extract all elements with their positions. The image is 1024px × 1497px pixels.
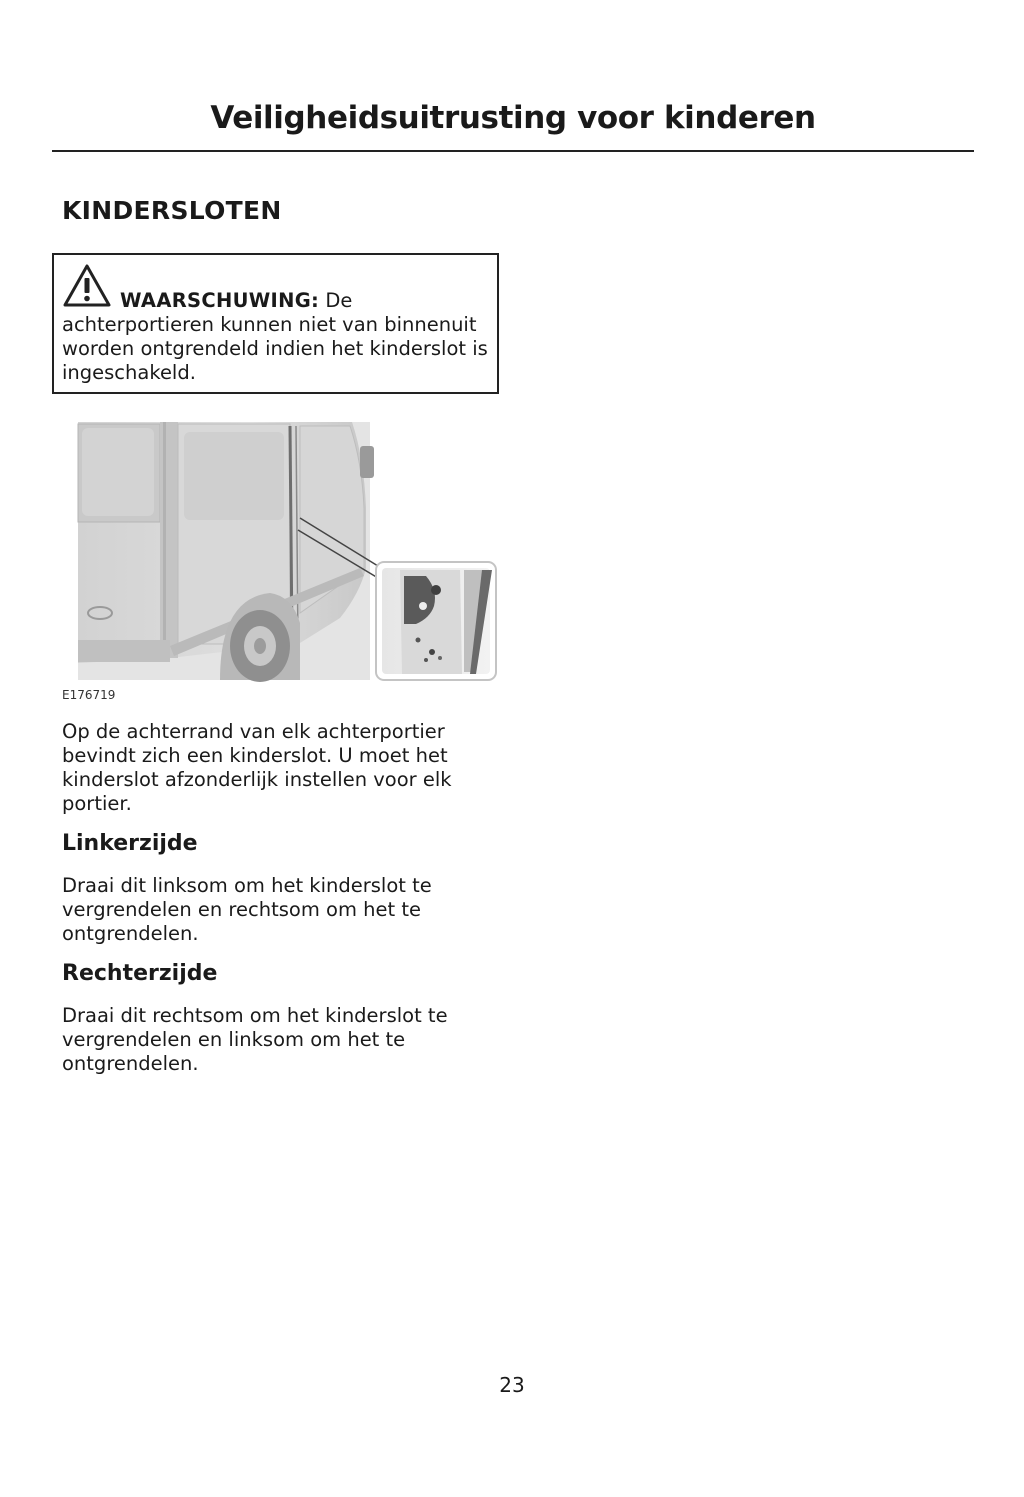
right-side-paragraph: Draai dit rechtsom om het kinderslot te vergrendelen en linksom om het te ontgrendelen.: [62, 1004, 448, 1075]
page-number: 23: [499, 1373, 525, 1397]
warning-label: WAARSCHUWING:: [120, 289, 320, 312]
left-side-heading: Linkerzijde: [62, 831, 198, 856]
warning-body: De achterportieren kunnen niet van binnenuit worden ontgrendeld indien het kinderslot is ingeschakeld.: [62, 289, 488, 384]
page-header: [52, 98, 974, 152]
section-title: KINDERSLOTEN: [62, 196, 282, 225]
warning-text: [62, 289, 498, 385]
left-side-paragraph: Draai dit linksom om het kinderslot te vergrendelen en rechtsom om het te ontgrendelen.: [62, 874, 432, 945]
warning-box: [52, 253, 499, 394]
figure-code: E176719: [62, 688, 116, 702]
right-side-heading: Rechterzijde: [62, 961, 218, 986]
intro-paragraph: Op de achterrand van elk achterportier bevindt zich een kinderslot. U moet het kinderslot afzonderlijk instellen voor elk portier.: [62, 720, 452, 815]
page-title: Veiligheidsuitrusting voor kinderen: [210, 100, 816, 136]
van-door-illustration: [60, 418, 500, 686]
